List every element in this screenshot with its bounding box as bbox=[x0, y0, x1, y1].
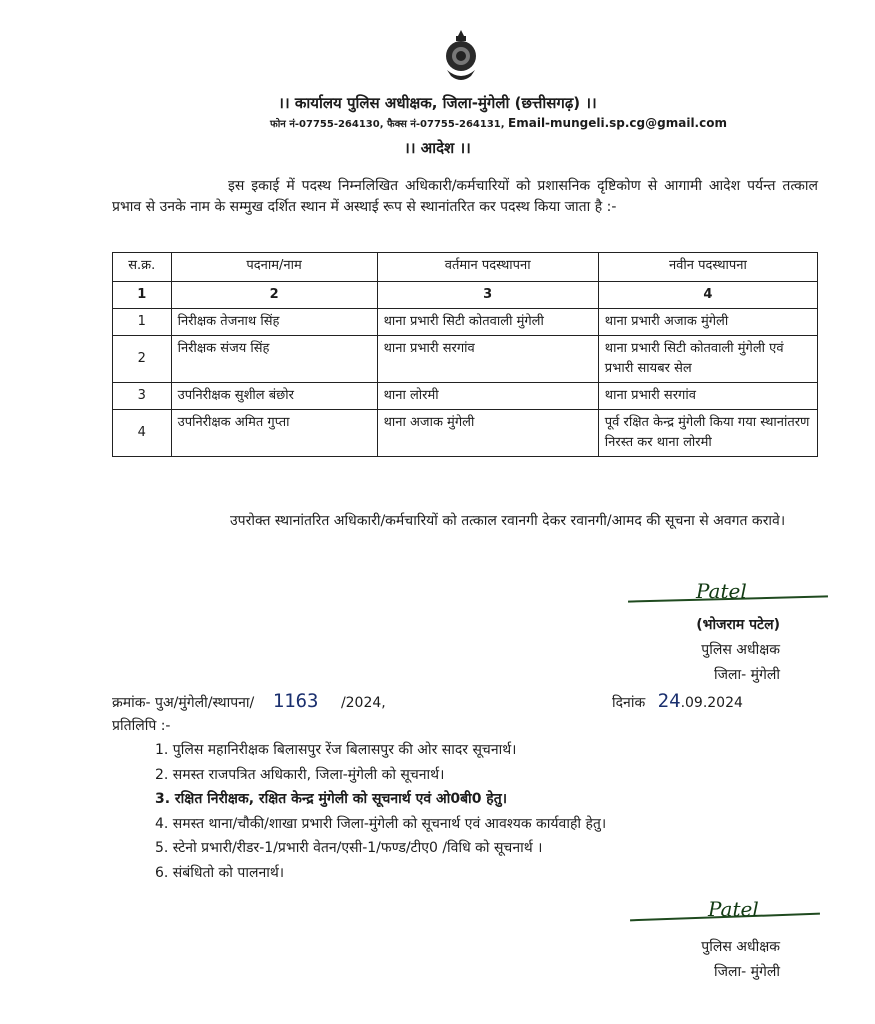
contact-line bbox=[270, 116, 727, 130]
row-name: उपनिरीक्षक अमित गुप्ता bbox=[171, 410, 377, 457]
row-new-posting: थाना प्रभारी सरगांव bbox=[598, 383, 817, 410]
column-number: 2 bbox=[171, 282, 377, 309]
column-number: 3 bbox=[377, 282, 598, 309]
list-item: 1. पुलिस महानिरीक्षक बिलासपुर रेंज बिलासपुर की ओर सादर सूचनार्थ। bbox=[155, 742, 517, 758]
row-current-posting: थाना प्रभारी सरगांव bbox=[377, 336, 598, 383]
list-item: 6. संबंधितो को पालनार्थ। bbox=[155, 864, 285, 881]
table-row bbox=[113, 383, 818, 410]
order-date bbox=[612, 690, 743, 712]
row-name: निरीक्षक तेजनाथ सिंह bbox=[171, 309, 377, 336]
reference-handwritten-number: 1163 bbox=[272, 690, 319, 712]
column-number: 1 bbox=[113, 282, 172, 309]
row-name: उपनिरीक्षक सुशील बंछोर bbox=[171, 383, 377, 410]
order-heading: ।। आदेश ।। bbox=[404, 139, 471, 157]
signature-mark: Patel bbox=[708, 897, 759, 921]
signatory-designation: पुलिस अधीक्षक bbox=[701, 642, 780, 658]
email-address: Email-mungeli.sp.cg@gmail.com bbox=[508, 116, 727, 130]
signatory-name: (भोजराम पटेल) bbox=[696, 617, 780, 633]
row-current-posting: थाना प्रभारी सिटी कोतवाली मुंगेली bbox=[377, 309, 598, 336]
list-item: 3. रक्षित निरीक्षक, रक्षित केन्द्र मुंगेली को सूचनार्थ एवं ओ0बी0 हेतु। bbox=[155, 791, 508, 807]
signatory-district: जिला- मुंगेली bbox=[713, 667, 780, 683]
row-current-posting: थाना लोरमी bbox=[377, 383, 598, 410]
signatory-block bbox=[650, 935, 780, 985]
police-emblem-icon bbox=[441, 28, 481, 84]
table-column-numbers bbox=[113, 282, 818, 309]
row-new-posting: पूर्व रक्षित केन्द्र मुंगेली किया गया स्थानांतरण निरस्त कर थाना लोरमी bbox=[598, 410, 817, 457]
date-handwritten-day: 24 bbox=[657, 690, 681, 712]
row-new-posting: थाना प्रभारी अजाक मुंगेली bbox=[598, 309, 817, 336]
list-item: 5. स्टेनो प्रभारी/रीडर-1/प्रभारी वेतन/एसी-1/फण्ड/टीए0 /विधि को सूचनार्थ । bbox=[155, 840, 543, 856]
list-item: 2. समस्त राजपत्रित अधिकारी, जिला-मुंगेली को सूचनार्थ। bbox=[155, 766, 445, 783]
row-new-posting: थाना प्रभारी सिटी कोतवाली मुंगेली एवं प्रभारी सायबर सेल bbox=[598, 336, 817, 383]
header-serial: स.क्र. bbox=[113, 253, 172, 282]
signatory-block bbox=[650, 613, 780, 688]
table-row bbox=[113, 336, 818, 383]
reference-prefix: क्रमांक- पुअ/मुंगेली/स्थापना/ bbox=[112, 695, 255, 711]
table-header-row bbox=[113, 253, 818, 282]
header-new-posting: नवीन पदस्थापना bbox=[598, 253, 817, 282]
table-row bbox=[113, 410, 818, 457]
header-current-posting: वर्तमान पदस्थापना bbox=[377, 253, 598, 282]
row-serial: 3 bbox=[113, 383, 172, 410]
fax-number: फैक्स नं-07755-264131, bbox=[387, 119, 505, 130]
transfer-table bbox=[112, 252, 818, 457]
closing-paragraph: उपरोक्त स्थानांतरित अधिकारी/कर्मचारियों को तत्काल रवानगी देकर रवानगी/आमद की सूचना से अवगत करावे। bbox=[230, 513, 786, 529]
header-name: पदनाम/नाम bbox=[171, 253, 377, 282]
column-number: 4 bbox=[598, 282, 817, 309]
intro-paragraph: इस इकाई में पदस्थ निम्नलिखित अधिकारी/कर्मचारियों को प्रशासनिक दृष्टिकोण से आगामी आदेश पर्यन्त तत्काल प्रभाव से उनके नाम के सम्मुख दर्शित स्थान में अस्थाई रूप से स्थानांतरित कर पदस्थ किया जाता है :- bbox=[112, 178, 818, 215]
row-current-posting: थाना अजाक मुंगेली bbox=[377, 410, 598, 457]
reference-year: /2024, bbox=[340, 695, 386, 711]
row-serial: 2 bbox=[113, 336, 172, 383]
row-name: निरीक्षक संजय सिंह bbox=[171, 336, 377, 383]
signatory-district: जिला- मुंगेली bbox=[713, 964, 780, 980]
list-item: 4. समस्त थाना/चौकी/शाखा प्रभारी जिला-मुंगेली को सूचनार्थ एवं आवश्यक कार्यवाही हेतु। bbox=[155, 815, 607, 832]
row-serial: 1 bbox=[113, 309, 172, 336]
date-rest: .09.2024 bbox=[680, 695, 743, 711]
row-serial: 4 bbox=[113, 410, 172, 457]
date-label: दिनांक bbox=[612, 695, 646, 711]
table-row bbox=[113, 309, 818, 336]
copy-label: प्रतिलिपि :- bbox=[112, 718, 171, 734]
office-title: ।। कार्यालय पुलिस अधीक्षक, जिला-मुंगेली (छत्तीसगढ़) ।। bbox=[278, 94, 597, 112]
signatory-designation: पुलिस अधीक्षक bbox=[701, 939, 780, 955]
copy-list bbox=[155, 738, 606, 885]
phone-number: फोन नं-07755-264130, bbox=[270, 119, 384, 130]
signature-mark: Patel bbox=[696, 579, 747, 603]
reference-number bbox=[112, 690, 386, 712]
